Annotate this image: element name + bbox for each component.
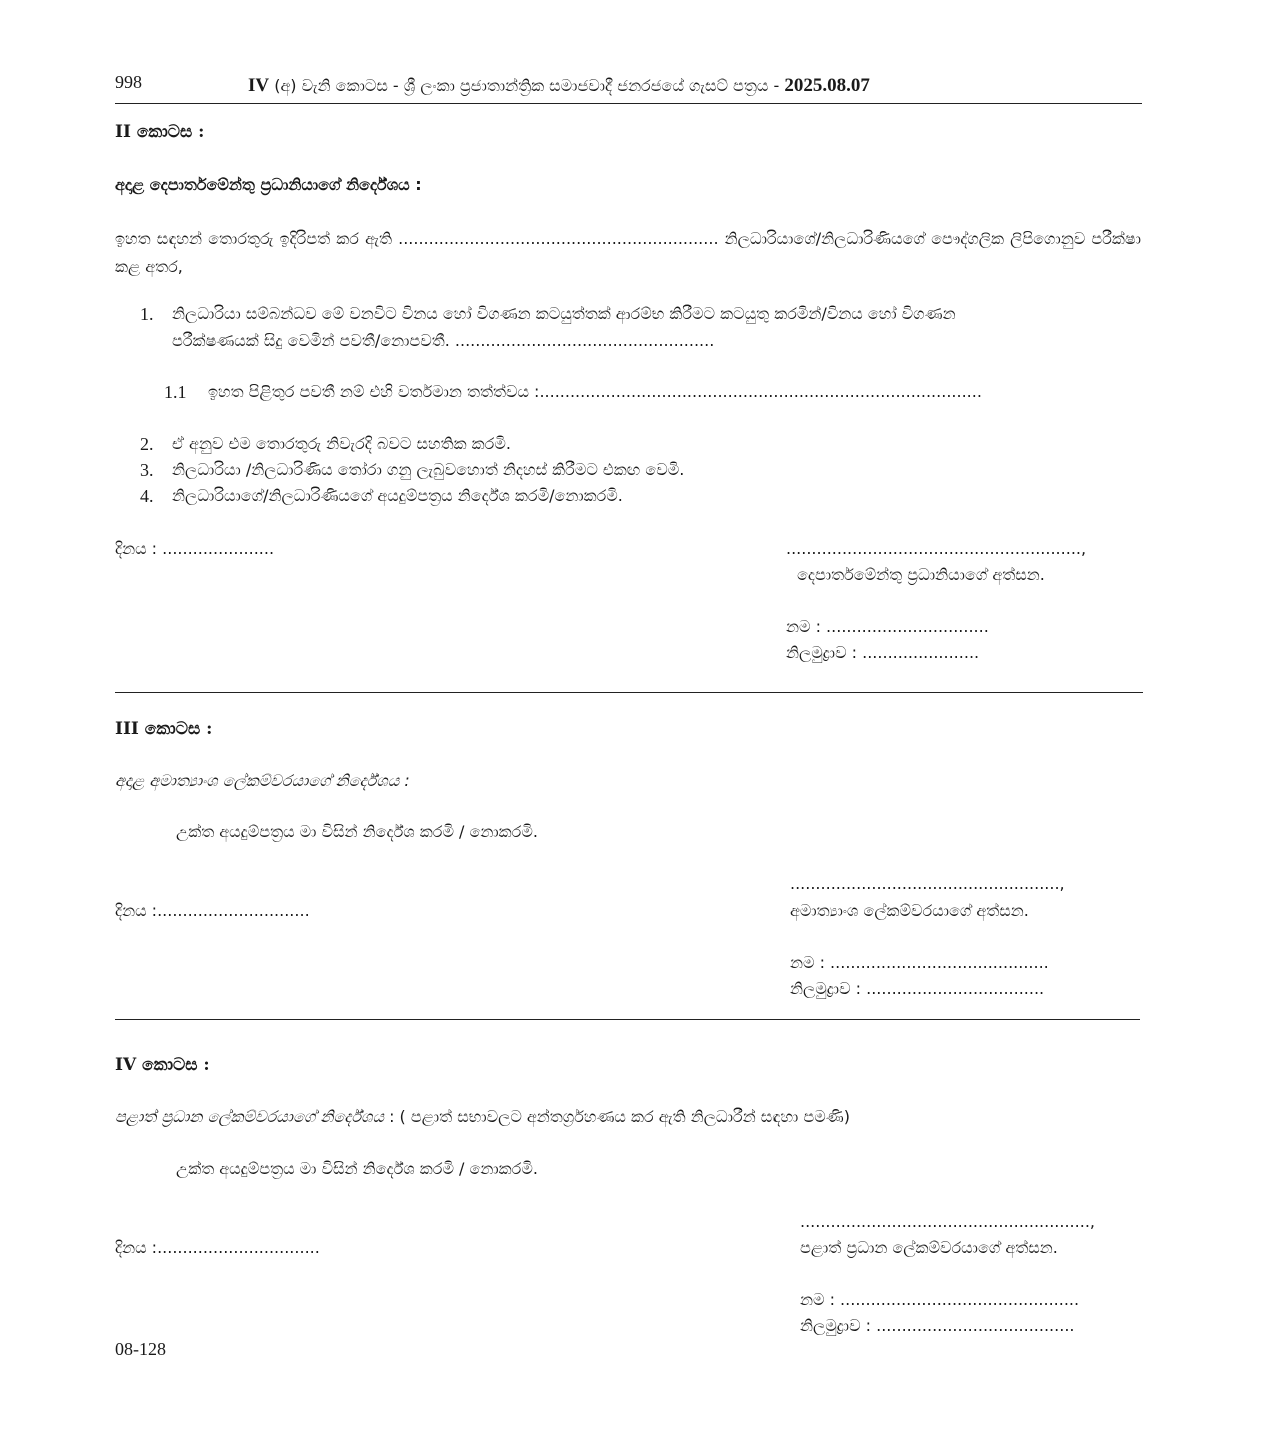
- part2-date-field: දිනය : ......................: [115, 539, 275, 558]
- part3-heading: III කොටස :: [115, 719, 213, 739]
- part2-heading: II කොටස :: [115, 122, 205, 142]
- part2-designation-field: නිලමුද්‍රාව : .......................: [786, 643, 980, 662]
- part2-intro: ඉහත සඳහන් තොරතුරු ඉදිරිපත් කර ඇති ............................................................... නිලධාරියාගේ/නිලධාරිණියගේ පෞද්ගලික ලිපිගොනුව පරීක්ෂා කළ අතර,: [115, 229, 1141, 276]
- item2-text: ඒ අනුව එම තොරතුරු නිවැරදි බවට සහතික කරමි.: [172, 434, 511, 453]
- part2-divider: [115, 692, 1143, 693]
- part2-signature-label: දෙපාර්තමේන්තු ප්‍රධානියාගේ අත්සන.: [797, 565, 1045, 584]
- part3-designation-field: නිලමුද්‍රාව : ...................................: [790, 979, 1045, 998]
- item4-number: 4.: [140, 486, 154, 506]
- part4-designation-field: නිලමුද්‍රාව : .......................................: [800, 1316, 1075, 1335]
- header-title: (අ) වැනි කොටස - ශ්‍රී ලංකා ප්‍රජාතාන්ත්‍රික සමාජවාදී ජනරජයේ ගැසට් පත්‍රය -: [269, 76, 785, 95]
- part2-signature-line: ..........................................................,: [786, 539, 1087, 558]
- header-date: 2025.08.07: [784, 75, 870, 96]
- part4-name-field: නම : ...............................................: [800, 1290, 1080, 1309]
- item3-number: 3.: [140, 460, 154, 480]
- item11-text: ඉහත පිළිතුර පවතී නම් එහි වර්තමාන තත්ත්වය :.......................................................................................: [208, 382, 982, 401]
- part4-subheading: පළාත් ප්‍රධාන ලේකම්වරයාගේ නිර්දේශය: [115, 1107, 384, 1126]
- gazette-header: [248, 76, 870, 95]
- part4-date-field: දිනය :................................: [115, 1238, 320, 1257]
- part4-heading: IV කොටස :: [115, 1055, 210, 1075]
- part3-signature-line: .....................................................,: [790, 874, 1065, 893]
- header-rule: [115, 103, 1142, 104]
- part4-statement: උක්ත අයදුම්පත්‍රය මා විසින් නිර්දේශ කරමි / නොකරමි.: [176, 1159, 538, 1178]
- part4-subheading-line: [115, 1109, 850, 1125]
- part3-date-field: දිනය :..............................: [115, 901, 310, 920]
- item4-text: නිලධාරියාගේ/නිලධාරිණියගේ අයදුම්පත්‍රය නිර්දේශ කරමි/නොකරමි.: [172, 486, 623, 505]
- part3-divider: [115, 1019, 1140, 1020]
- part4-subheading-note: : ( පළාත් සභාවලට අන්තර්ග්‍රහණය කර ඇති නිලධාරීන් සඳහා පමණි): [383, 1107, 850, 1126]
- part2-subheading: අදාළ දෙපාර්තමේන්තු ප්‍රධානියාගේ නිර්දේශය :: [115, 175, 422, 194]
- header-part-roman: IV: [248, 75, 270, 96]
- part3-subheading: අදාළ අමාත්‍යාංශ ලේකම්වරයාගේ නිර්දේශය :: [115, 771, 410, 790]
- part3-signature-label: අමාත්‍යාංශ ලේකම්වරයාගේ අත්සන.: [790, 901, 1029, 920]
- part3-statement: උක්ත අයදුම්පත්‍රය මා විසින් නිර්දේශ කරමි / නොකරමි.: [176, 822, 538, 841]
- item1-line2: පරීක්ෂණයක් සිදු වෙමින් පවතී/නොපවතී. ...................................................: [172, 331, 715, 350]
- part3-name-field: නම : ...........................................: [790, 953, 1049, 972]
- footer-code: 08-128: [115, 1339, 166, 1359]
- part4-signature-label: පළාත් ප්‍රධාන ලේකම්වරයාගේ අත්සන.: [800, 1238, 1058, 1257]
- item11-number: 1.1: [164, 382, 187, 402]
- page-number: 998: [115, 72, 142, 92]
- item1-number: 1.: [140, 304, 154, 324]
- item2-number: 2.: [140, 434, 154, 454]
- part4-signature-line: .........................................................,: [800, 1212, 1095, 1231]
- part2-name-field: නම : ................................: [786, 617, 989, 636]
- item3-text: නිලධාරියා /නිලධාරිණිය තෝරා ගනු ලැබුවහොත් නිදහස් කිරීමට එකඟ වෙමි.: [172, 460, 685, 479]
- item1-line1: නිලධාරියා සම්බන්ධව මේ වනවිට විනය හෝ විගණන කටයුත්තක් ආරම්භ කිරීමට කටයුතු කරමින්/විනය හෝ විගණන: [172, 304, 956, 323]
